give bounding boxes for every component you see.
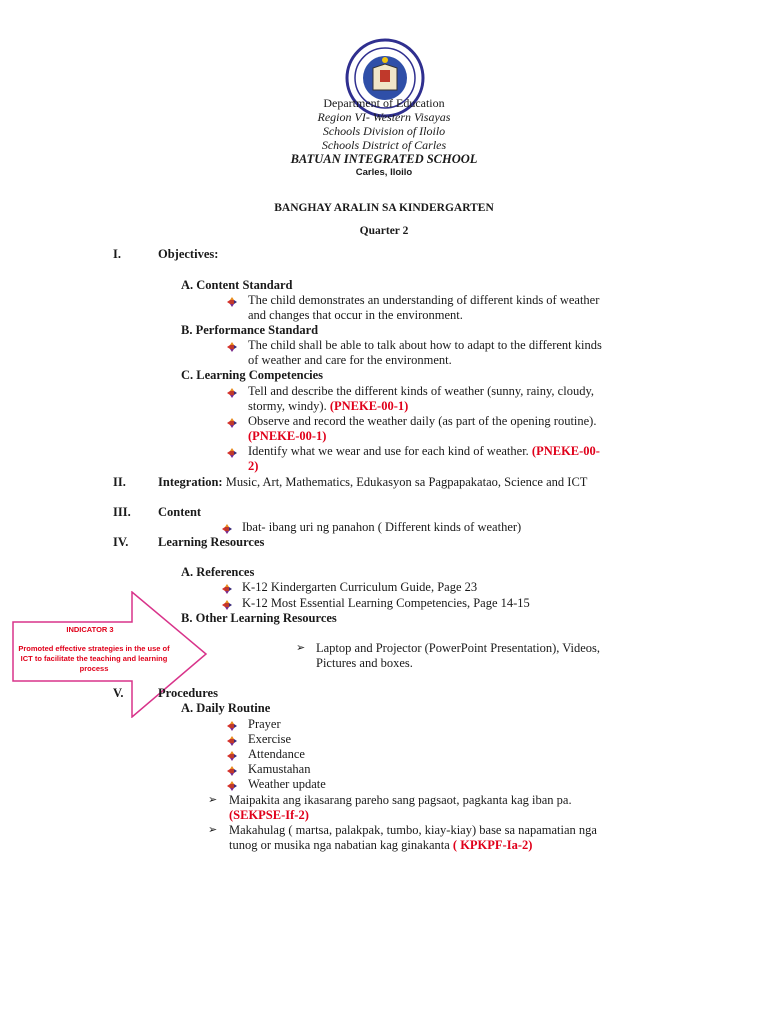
bullet-icon — [227, 766, 237, 776]
bullet-icon — [227, 721, 237, 731]
routine-item: Weather update — [248, 777, 326, 791]
procedure-1-code: (SEKPSE-If-2) — [229, 808, 309, 822]
routine-item: Kamustahan — [248, 762, 311, 776]
section-content: Content — [158, 505, 202, 519]
competency-1: Tell and describe the different kinds of weather (sunny, rainy, cloudy, — [248, 384, 595, 398]
competency-1-code: (PNEKE-00-1) — [329, 399, 409, 413]
routine-item: Attendance — [248, 747, 305, 761]
competency-2-code: (PNEKE-00-1) — [248, 429, 327, 443]
competency-3-code-cont: 2) — [248, 459, 259, 473]
content-standard-text-cont: and changes that occur in the environment. — [248, 308, 463, 322]
objective-performance-standard: B. Performance Standard — [181, 323, 319, 337]
header-division: Schools Division of Iloilo — [322, 124, 446, 138]
bullet-icon — [227, 448, 237, 458]
routine-item: Exercise — [248, 732, 292, 746]
bullet-icon — [227, 418, 237, 428]
competency-3-code: (PNEKE-00- — [531, 444, 600, 458]
header-dept: Department of Education — [323, 96, 445, 110]
svg-text:·: · — [384, 46, 386, 52]
procedure-2: Makahulag ( martsa, palakpak, tumbo, kiay-kiay) base sa napamatian nga — [229, 823, 597, 837]
other-resource-1-cont: Pictures and boxes. — [316, 656, 413, 670]
section-objectives: Objectives: — [158, 247, 219, 261]
other-resource-1: Laptop and Projector (PowerPoint Presentation), Videos, — [316, 641, 601, 655]
arrow-bullet-icon: ➢ — [296, 642, 306, 654]
resources-references: A. References — [181, 565, 255, 579]
integration-text: Music, Art, Mathematics, Edukasyon sa Pagpapakatao, Science and ICT — [222, 475, 588, 489]
objective-content-standard: A. Content Standard — [181, 278, 293, 292]
section-num-2: II. — [113, 475, 126, 489]
header-district: Schools District of Carles — [321, 138, 447, 152]
competency-1-cont: stormy, windy). (PNEKE-00-1) — [248, 399, 409, 413]
section-num-1: I. — [113, 247, 121, 261]
performance-standard-text-cont: of weather and care for the environment. — [248, 353, 452, 367]
arrow-bullet-icon: ➢ — [208, 794, 218, 806]
header-town: Carles, Iloilo — [355, 167, 413, 178]
routine-item: Prayer — [248, 717, 281, 731]
section-num-4: IV. — [113, 535, 129, 549]
bullet-icon — [227, 736, 237, 746]
bullet-icon — [227, 342, 237, 352]
procedure-1: Maipakita ang ikasarang pareho sang pagsaot, pagkanta kag iban pa. — [229, 793, 572, 807]
indicator-title: INDICATOR 3 — [66, 625, 114, 634]
procedures-daily-routine: A. Daily Routine — [181, 701, 271, 715]
section-num-5: V. — [113, 686, 124, 700]
bullet-icon — [227, 751, 237, 761]
section-procedures: Procedures — [158, 686, 218, 700]
objective-learning-competencies: C. Learning Competencies — [181, 368, 323, 382]
quarter-label: Quarter 2 — [359, 225, 409, 237]
header-region: Region VI- Western Visayas — [317, 110, 451, 124]
bullet-icon — [227, 297, 237, 307]
procedure-2-cont: tunog or musika nga nabatian kag ginakanta ( KPKPF-Ia-2) — [229, 838, 533, 852]
bullet-icon — [227, 781, 237, 791]
section-learning-resources: Learning Resources — [158, 535, 265, 549]
competency-3: Identify what we wear and use for each kind of weather. (PNEKE-00- — [248, 444, 600, 458]
arrow-bullet-icon: ➢ — [208, 824, 218, 836]
content-standard-text: The child demonstrates an understanding of different kinds of weather — [248, 293, 600, 307]
section-num-3: III. — [113, 505, 131, 519]
document-title: BANGHAY ARALIN SA KINDERGARTEN — [274, 202, 494, 214]
bullet-icon — [227, 388, 237, 398]
procedure-2-code: ( KPKPF-Ia-2) — [452, 838, 533, 852]
bullet-icon — [222, 600, 232, 610]
competency-2: Observe and record the weather daily (as part of the opening routine). — [248, 414, 597, 428]
resources-other: B. Other Learning Resources — [181, 611, 337, 625]
content-item: Ibat- ibang uri ng panahon ( Different kinds of weather) — [242, 520, 522, 534]
indicator-text: Promoted effective strategies in the use of ICT to facilitate the teaching and learning process — [18, 644, 170, 673]
reference-1: K-12 Kindergarten Curriculum Guide, Page 23 — [242, 580, 478, 594]
performance-standard-text: The child shall be able to talk about how to adapt to the different kinds — [248, 338, 602, 352]
header-school: BATUAN INTEGRATED SCHOOL — [290, 152, 478, 166]
reference-2: K-12 Most Essential Learning Competencies, Page 14-15 — [242, 596, 530, 610]
bullet-icon — [222, 524, 232, 534]
section-integration: Integration: Music, Art, Mathematics, Edukasyon sa Pagpapakatao, Science and ICT — [158, 475, 588, 489]
bullet-icon — [222, 584, 232, 594]
